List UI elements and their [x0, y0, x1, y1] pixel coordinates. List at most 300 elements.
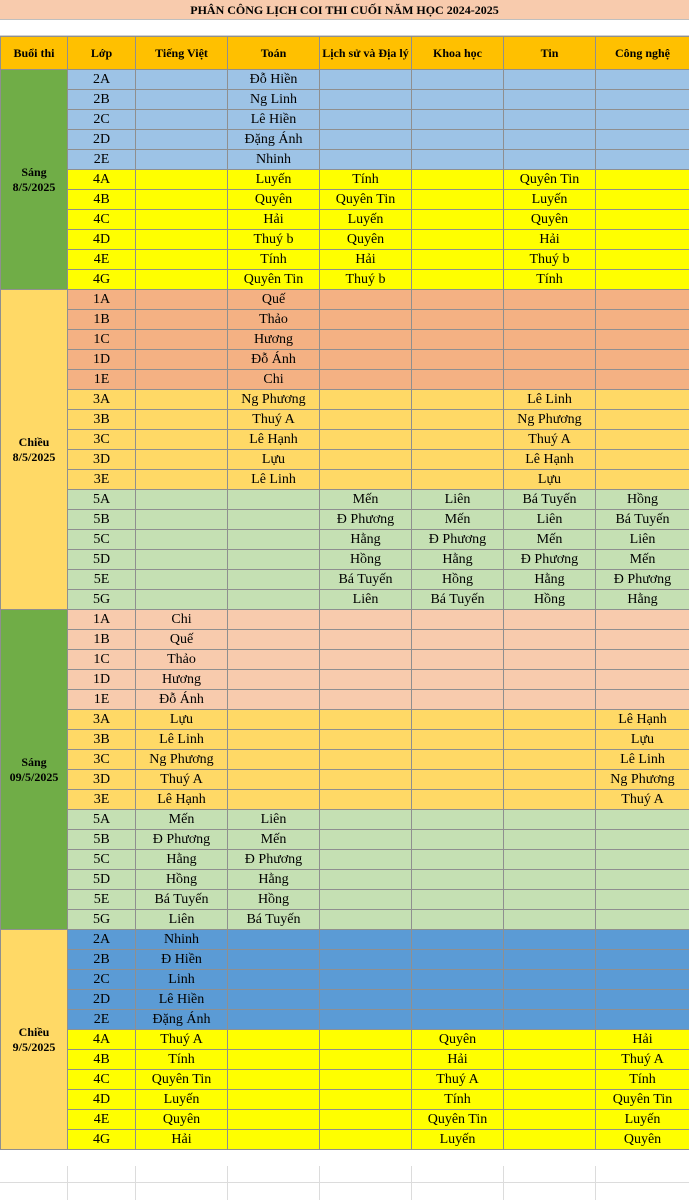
cell-history-geography	[320, 970, 412, 990]
cell-informatics	[504, 910, 596, 930]
table-row	[1, 510, 689, 530]
table-row	[1, 970, 689, 990]
cell-vietnamese: Quyên	[136, 1110, 228, 1130]
cell-informatics: Bá Tuyến	[504, 490, 596, 510]
session-label: Chiều 8/5/2025	[1, 290, 68, 610]
cell-class: 3C	[68, 750, 136, 770]
cell-history-geography: Mến	[320, 490, 412, 510]
table-row	[1, 250, 689, 270]
cell-vietnamese: Thuý A	[136, 1030, 228, 1050]
cell-history-geography: Tính	[320, 170, 412, 190]
cell-vietnamese	[136, 570, 228, 590]
cell-vietnamese: Linh	[136, 970, 228, 990]
cell-science	[412, 470, 504, 490]
cell-math	[228, 570, 320, 590]
cell-math	[228, 510, 320, 530]
cell-informatics	[504, 290, 596, 310]
cell-vietnamese	[136, 370, 228, 390]
cell-science	[412, 330, 504, 350]
cell-informatics	[504, 130, 596, 150]
cell-vietnamese	[136, 410, 228, 430]
cell-history-geography: Quyên	[320, 230, 412, 250]
cell-math	[228, 710, 320, 730]
cell-vietnamese: Đỗ Ánh	[136, 690, 228, 710]
cell-technology	[596, 370, 689, 390]
cell-math	[228, 1010, 320, 1030]
cell-history-geography	[320, 630, 412, 650]
cell-informatics	[504, 1090, 596, 1110]
cell-science	[412, 970, 504, 990]
cell-class: 4D	[68, 1090, 136, 1110]
cell-science: Tính	[412, 1090, 504, 1110]
cell-informatics: Lê Linh	[504, 390, 596, 410]
cell-informatics	[504, 90, 596, 110]
cell-technology	[596, 70, 689, 90]
cell-science	[412, 70, 504, 90]
cell-informatics	[504, 930, 596, 950]
cell-vietnamese	[136, 590, 228, 610]
cell-technology: Quyên Tin	[596, 1090, 689, 1110]
cell-history-geography: Hải	[320, 250, 412, 270]
cell-math: Mến	[228, 830, 320, 850]
cell-history-geography: Quyên Tin	[320, 190, 412, 210]
table-row	[1, 830, 689, 850]
table-row	[1, 350, 689, 370]
table-row	[1, 170, 689, 190]
table-row	[1, 1050, 689, 1070]
cell-science	[412, 710, 504, 730]
cell-technology: Mến	[596, 550, 689, 570]
cell-history-geography	[320, 650, 412, 670]
cell-history-geography	[320, 770, 412, 790]
cell-technology	[596, 290, 689, 310]
cell-math	[228, 1130, 320, 1150]
cell-science	[412, 290, 504, 310]
cell-informatics	[504, 1130, 596, 1150]
cell-history-geography	[320, 890, 412, 910]
cell-science	[412, 90, 504, 110]
cell-vietnamese: Hải	[136, 1130, 228, 1150]
cell-science	[412, 990, 504, 1010]
cell-vietnamese: Thảo	[136, 650, 228, 670]
cell-technology	[596, 170, 689, 190]
cell-class: 2B	[68, 90, 136, 110]
cell-history-geography	[320, 1070, 412, 1090]
table-row	[1, 290, 689, 310]
cell-informatics	[504, 950, 596, 970]
header-science: Khoa học	[412, 37, 504, 70]
cell-science: Quyên	[412, 1030, 504, 1050]
header-informatics: Tin	[504, 37, 596, 70]
cell-technology	[596, 670, 689, 690]
cell-informatics: Liên	[504, 510, 596, 530]
cell-class: 1D	[68, 670, 136, 690]
table-row	[1, 810, 689, 830]
cell-math: Lựu	[228, 450, 320, 470]
cell-class: 4E	[68, 1110, 136, 1130]
cell-math	[228, 930, 320, 950]
cell-history-geography: Bá Tuyến	[320, 570, 412, 590]
header-class: Lớp	[68, 37, 136, 70]
cell-technology	[596, 210, 689, 230]
cell-history-geography	[320, 1130, 412, 1150]
cell-technology: Ng Phương	[596, 770, 689, 790]
cell-technology	[596, 450, 689, 470]
cell-vietnamese	[136, 130, 228, 150]
cell-science	[412, 150, 504, 170]
table-row	[1, 530, 689, 550]
cell-informatics	[504, 150, 596, 170]
cell-class: 5C	[68, 530, 136, 550]
cell-math: Đ Phương	[228, 850, 320, 870]
header-row	[1, 37, 689, 70]
cell-vietnamese: Lê Hiền	[136, 990, 228, 1010]
cell-science: Hằng	[412, 550, 504, 570]
table-row	[1, 1030, 689, 1050]
cell-science	[412, 790, 504, 810]
cell-class: 1B	[68, 630, 136, 650]
cell-informatics	[504, 730, 596, 750]
cell-class: 5A	[68, 810, 136, 830]
cell-math: Đặng Ánh	[228, 130, 320, 150]
cell-math	[228, 670, 320, 690]
cell-vietnamese: Chi	[136, 610, 228, 630]
table-row	[1, 710, 689, 730]
cell-math: Tính	[228, 250, 320, 270]
cell-science	[412, 130, 504, 150]
cell-informatics: Hải	[504, 230, 596, 250]
cell-technology	[596, 130, 689, 150]
cell-vietnamese	[136, 450, 228, 470]
cell-class: 5G	[68, 910, 136, 930]
cell-class: 2C	[68, 970, 136, 990]
cell-history-geography	[320, 1030, 412, 1050]
cell-math	[228, 1070, 320, 1090]
cell-informatics	[504, 710, 596, 730]
cell-informatics	[504, 330, 596, 350]
empty-grid-area	[0, 1166, 689, 1200]
cell-history-geography	[320, 470, 412, 490]
cell-vietnamese	[136, 270, 228, 290]
table-row	[1, 750, 689, 770]
cell-class: 4A	[68, 170, 136, 190]
cell-history-geography	[320, 690, 412, 710]
cell-class: 3D	[68, 770, 136, 790]
table-row	[1, 90, 689, 110]
table-row	[1, 1090, 689, 1110]
table-row	[1, 550, 689, 570]
cell-science	[412, 730, 504, 750]
cell-history-geography	[320, 1010, 412, 1030]
cell-informatics	[504, 350, 596, 370]
cell-technology: Liên	[596, 530, 689, 550]
cell-class: 1A	[68, 290, 136, 310]
cell-history-geography	[320, 150, 412, 170]
table-row	[1, 310, 689, 330]
cell-informatics	[504, 650, 596, 670]
cell-vietnamese: Đặng Ánh	[136, 1010, 228, 1030]
cell-history-geography	[320, 670, 412, 690]
cell-science	[412, 310, 504, 330]
table-row	[1, 230, 689, 250]
cell-class: 5E	[68, 570, 136, 590]
cell-history-geography	[320, 850, 412, 870]
cell-math: Quyên Tin	[228, 270, 320, 290]
cell-informatics	[504, 1010, 596, 1030]
cell-technology	[596, 850, 689, 870]
cell-vietnamese: Nhinh	[136, 930, 228, 950]
cell-technology: Tính	[596, 1070, 689, 1090]
cell-vietnamese: Quyên Tin	[136, 1070, 228, 1090]
cell-informatics	[504, 1050, 596, 1070]
cell-vietnamese	[136, 390, 228, 410]
cell-technology: Lựu	[596, 730, 689, 750]
cell-science	[412, 230, 504, 250]
table-row	[1, 850, 689, 870]
cell-informatics	[504, 870, 596, 890]
cell-science	[412, 670, 504, 690]
cell-math	[228, 790, 320, 810]
cell-science	[412, 610, 504, 630]
cell-informatics	[504, 670, 596, 690]
cell-technology: Thuý A	[596, 1050, 689, 1070]
cell-informatics: Luyến	[504, 190, 596, 210]
cell-math	[228, 530, 320, 550]
cell-vietnamese	[136, 230, 228, 250]
cell-math: Ng Linh	[228, 90, 320, 110]
cell-science	[412, 690, 504, 710]
cell-science: Đ Phương	[412, 530, 504, 550]
cell-history-geography	[320, 990, 412, 1010]
cell-technology	[596, 250, 689, 270]
cell-informatics	[504, 690, 596, 710]
cell-technology: Hồng	[596, 490, 689, 510]
cell-vietnamese	[136, 310, 228, 330]
cell-informatics	[504, 110, 596, 130]
cell-history-geography	[320, 1050, 412, 1070]
cell-class: 1E	[68, 690, 136, 710]
cell-vietnamese	[136, 550, 228, 570]
cell-class: 4C	[68, 1070, 136, 1090]
table-row	[1, 930, 689, 950]
cell-class: 1E	[68, 370, 136, 390]
cell-class: 4C	[68, 210, 136, 230]
table-row	[1, 950, 689, 970]
cell-technology: Đ Phương	[596, 570, 689, 590]
cell-science	[412, 830, 504, 850]
cell-science	[412, 870, 504, 890]
cell-class: 3B	[68, 410, 136, 430]
cell-vietnamese	[136, 90, 228, 110]
cell-technology	[596, 990, 689, 1010]
cell-math: Hương	[228, 330, 320, 350]
cell-science	[412, 1010, 504, 1030]
cell-technology	[596, 110, 689, 130]
cell-technology: Lê Hạnh	[596, 710, 689, 730]
cell-vietnamese	[136, 170, 228, 190]
cell-informatics	[504, 630, 596, 650]
cell-class: 1D	[68, 350, 136, 370]
cell-math: Hằng	[228, 870, 320, 890]
cell-technology	[596, 870, 689, 890]
cell-informatics: Quyên Tin	[504, 170, 596, 190]
table-row	[1, 150, 689, 170]
cell-science	[412, 450, 504, 470]
cell-vietnamese	[136, 110, 228, 130]
cell-informatics	[504, 1110, 596, 1130]
session-label: Chiều 9/5/2025	[1, 930, 68, 1150]
cell-vietnamese	[136, 70, 228, 90]
cell-class: 3A	[68, 390, 136, 410]
cell-math	[228, 650, 320, 670]
cell-history-geography	[320, 450, 412, 470]
cell-history-geography	[320, 750, 412, 770]
cell-math	[228, 610, 320, 630]
cell-technology: Hằng	[596, 590, 689, 610]
cell-math	[228, 970, 320, 990]
cell-class: 4G	[68, 270, 136, 290]
table-row	[1, 110, 689, 130]
cell-class: 4D	[68, 230, 136, 250]
cell-science	[412, 930, 504, 950]
cell-science	[412, 430, 504, 450]
cell-science	[412, 170, 504, 190]
cell-vietnamese: Quế	[136, 630, 228, 650]
cell-class: 5B	[68, 510, 136, 530]
table-row	[1, 130, 689, 150]
table-row	[1, 410, 689, 430]
cell-vietnamese	[136, 290, 228, 310]
cell-math	[228, 990, 320, 1010]
cell-math	[228, 1110, 320, 1130]
cell-class: 3B	[68, 730, 136, 750]
cell-science: Thuý A	[412, 1070, 504, 1090]
cell-vietnamese: Lê Linh	[136, 730, 228, 750]
table-row	[1, 650, 689, 670]
cell-class: 1B	[68, 310, 136, 330]
cell-math	[228, 1090, 320, 1110]
cell-math	[228, 730, 320, 750]
cell-informatics	[504, 310, 596, 330]
cell-math: Đỗ Ánh	[228, 350, 320, 370]
cell-science: Hải	[412, 1050, 504, 1070]
cell-vietnamese: Lê Hạnh	[136, 790, 228, 810]
cell-class: 2A	[68, 70, 136, 90]
cell-class: 4B	[68, 1050, 136, 1070]
cell-technology	[596, 470, 689, 490]
cell-technology	[596, 630, 689, 650]
table-row	[1, 1130, 689, 1150]
cell-vietnamese: Bá Tuyến	[136, 890, 228, 910]
cell-informatics: Quyên	[504, 210, 596, 230]
cell-technology	[596, 890, 689, 910]
cell-science	[412, 890, 504, 910]
cell-technology: Quyên	[596, 1130, 689, 1150]
cell-vietnamese: Tính	[136, 1050, 228, 1070]
cell-technology: Thuý A	[596, 790, 689, 810]
cell-history-geography	[320, 410, 412, 430]
cell-technology: Bá Tuyến	[596, 510, 689, 530]
cell-math	[228, 1050, 320, 1070]
table-row	[1, 390, 689, 410]
cell-history-geography: Đ Phương	[320, 510, 412, 530]
cell-technology	[596, 650, 689, 670]
cell-math: Thảo	[228, 310, 320, 330]
cell-technology	[596, 830, 689, 850]
table-row	[1, 270, 689, 290]
cell-science	[412, 250, 504, 270]
cell-history-geography	[320, 370, 412, 390]
cell-informatics: Lê Hạnh	[504, 450, 596, 470]
header-technology: Công nghệ	[596, 37, 689, 70]
table-row	[1, 590, 689, 610]
session-label: Sáng 09/5/2025	[1, 610, 68, 930]
cell-history-geography	[320, 90, 412, 110]
schedule-body	[1, 70, 689, 1150]
cell-technology	[596, 430, 689, 450]
cell-informatics: Hằng	[504, 570, 596, 590]
cell-informatics: Tính	[504, 270, 596, 290]
header-math: Toán	[228, 37, 320, 70]
cell-math: Hải	[228, 210, 320, 230]
cell-class: 4A	[68, 1030, 136, 1050]
header-vietnamese: Tiếng Việt	[136, 37, 228, 70]
cell-class: 5C	[68, 850, 136, 870]
cell-science	[412, 270, 504, 290]
cell-class: 4G	[68, 1130, 136, 1150]
cell-informatics	[504, 790, 596, 810]
cell-history-geography	[320, 70, 412, 90]
cell-science: Mến	[412, 510, 504, 530]
cell-class: 2A	[68, 930, 136, 950]
cell-informatics: Đ Phương	[504, 550, 596, 570]
cell-vietnamese: Đ Phương	[136, 830, 228, 850]
cell-technology	[596, 310, 689, 330]
cell-informatics: Lựu	[504, 470, 596, 490]
cell-science	[412, 770, 504, 790]
cell-vietnamese	[136, 430, 228, 450]
cell-informatics: Ng Phương	[504, 410, 596, 430]
table-row	[1, 430, 689, 450]
cell-math	[228, 490, 320, 510]
table-row	[1, 770, 689, 790]
table-row	[1, 490, 689, 510]
cell-technology: Luyến	[596, 1110, 689, 1130]
cell-science	[412, 390, 504, 410]
cell-history-geography: Liên	[320, 590, 412, 610]
table-row	[1, 1070, 689, 1090]
cell-class: 1A	[68, 610, 136, 630]
cell-history-geography	[320, 330, 412, 350]
table-row	[1, 910, 689, 930]
cell-math	[228, 750, 320, 770]
cell-class: 3E	[68, 790, 136, 810]
cell-technology	[596, 390, 689, 410]
cell-science	[412, 910, 504, 930]
cell-math: Nhinh	[228, 150, 320, 170]
cell-history-geography	[320, 350, 412, 370]
cell-history-geography	[320, 830, 412, 850]
cell-history-geography	[320, 130, 412, 150]
table-row	[1, 190, 689, 210]
cell-class: 2D	[68, 990, 136, 1010]
cell-history-geography	[320, 390, 412, 410]
page-title: PHÂN CÔNG LỊCH COI THI CUỐI NĂM HỌC 2024-2025	[0, 0, 689, 20]
cell-history-geography: Luyến	[320, 210, 412, 230]
cell-vietnamese: Lựu	[136, 710, 228, 730]
cell-vietnamese: Ng Phương	[136, 750, 228, 770]
table-row	[1, 1110, 689, 1130]
